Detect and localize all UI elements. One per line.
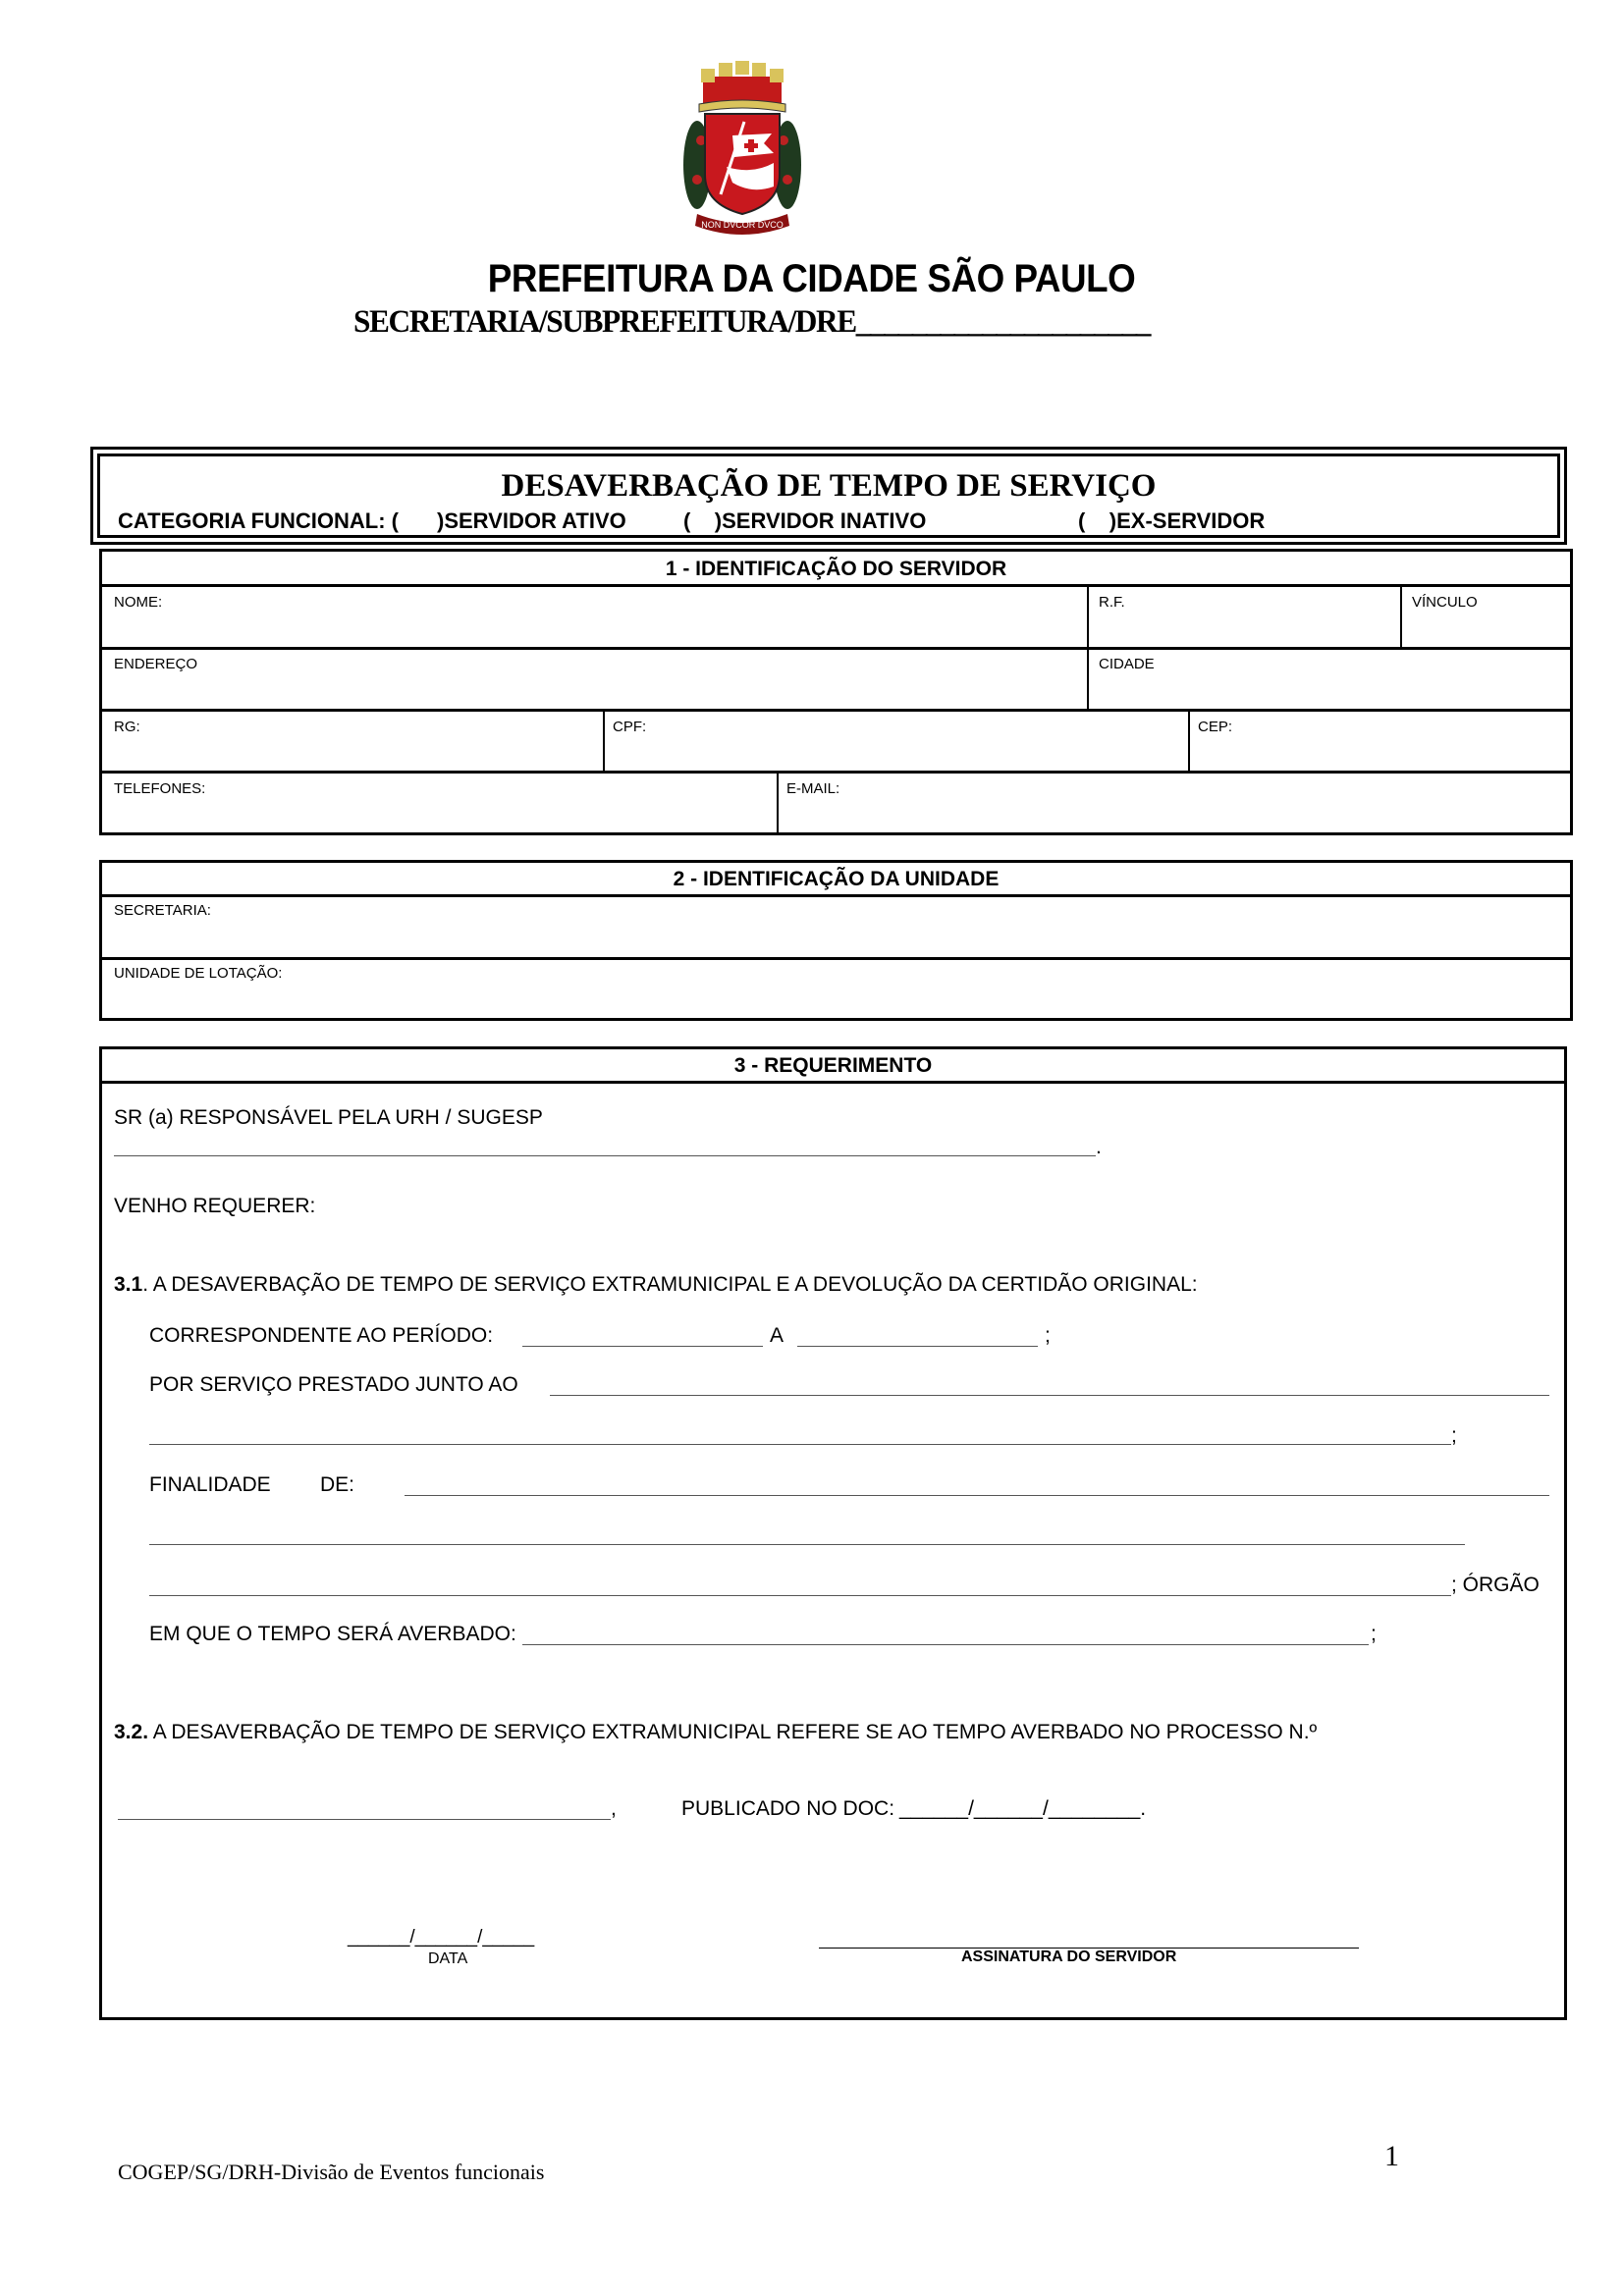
orgao-label: ; ÓRGÃO <box>1451 1574 1540 1596</box>
junto-blank[interactable] <box>550 1395 1549 1396</box>
item-3-1 <box>114 1273 1198 1297</box>
venho-requerer-label: VENHO REQUERER: <box>114 1195 316 1217</box>
page-number: 1 <box>1384 2140 1399 2172</box>
item-3-1-number: 3.1 <box>114 1273 143 1296</box>
processo-blank[interactable] <box>118 1819 611 1820</box>
form-title-box <box>90 447 1567 545</box>
section-requerimento <box>99 1046 1567 2020</box>
field-unidade-lotacao[interactable]: UNIDADE DE LOTAÇÃO: <box>114 965 283 982</box>
field-email[interactable]: E-MAIL: <box>786 780 840 797</box>
periodo-label: CORRESPONDENTE AO PERÍODO: <box>149 1324 494 1347</box>
finalidade-blank-2[interactable] <box>149 1544 1465 1545</box>
category-label: CATEGORIA FUNCIONAL: ( <box>118 508 399 533</box>
category-option-ativo[interactable]: )SERVIDOR ATIVO <box>437 508 626 533</box>
periodo-a-label: A <box>770 1324 784 1347</box>
field-telefones[interactable]: TELEFONES: <box>114 780 206 797</box>
field-cidade[interactable]: CIDADE <box>1099 656 1155 672</box>
category-option-ex-servidor[interactable]: ( )EX-SERVIDOR <box>1078 508 1266 533</box>
processo-comma: , <box>611 1797 617 1820</box>
periodo-end-blank[interactable] <box>797 1346 1038 1347</box>
addressee-period: . <box>1096 1136 1102 1158</box>
crest-motto: NON DVCOR DVCO <box>701 220 784 230</box>
publicado-label: PUBLICADO NO DOC: <box>681 1797 895 1820</box>
date-blank[interactable]: ______/______/_____ <box>348 1927 535 1948</box>
averbado-blank[interactable] <box>522 1644 1369 1645</box>
item-3-1-text: . A DESAVERBAÇÃO DE TEMPO DE SERVIÇO EXTRAMUNICIPAL E A DEVOLUÇÃO DA CERTIDÃO ORIGINAL: <box>142 1273 1198 1296</box>
section-identificacao-unidade <box>99 860 1573 1021</box>
item-3-2-number: 3.2. <box>114 1721 149 1743</box>
averbado-semicolon: ; <box>1371 1623 1377 1645</box>
publicado-date-blank[interactable]: ______/______/________. <box>899 1797 1147 1820</box>
field-rg[interactable]: RG: <box>114 719 140 735</box>
field-cpf[interactable]: CPF: <box>613 719 647 735</box>
coat-of-arms-logo <box>683 57 801 239</box>
date-label: DATA <box>428 1950 468 1967</box>
field-secretaria[interactable]: SECRETARIA: <box>114 902 211 919</box>
form-title-box-inner <box>97 454 1560 538</box>
periodo-semicolon: ; <box>1045 1324 1051 1347</box>
organization-title: PREFEITURA DA CIDADE SÃO PAULO <box>487 257 1136 300</box>
field-nome[interactable]: NOME: <box>114 594 163 611</box>
category-option-inativo[interactable]: ( )SERVIDOR INATIVO <box>683 508 927 533</box>
addressee-label: SR (a) RESPONSÁVEL PELA URH / SUGESP <box>114 1106 543 1129</box>
junto-semicolon: ; <box>1451 1424 1457 1447</box>
item-3-2-text: A DESAVERBAÇÃO DE TEMPO DE SERVIÇO EXTRAMUNICIPAL REFERE SE AO TEMPO AVERBADO NO PROCESSO N.º <box>148 1721 1318 1743</box>
section2-heading: 2 - IDENTIFICAÇÃO DA UNIDADE <box>673 868 1000 890</box>
field-rf[interactable]: R.F. <box>1099 594 1125 611</box>
field-endereco[interactable]: ENDEREÇO <box>114 656 198 672</box>
footer-division: COGEP/SG/DRH-Divisão de Eventos funcionais <box>118 2160 545 2184</box>
finalidade-blank-3[interactable] <box>149 1595 1451 1596</box>
finalidade-label: FINALIDADE <box>149 1473 271 1496</box>
section-identificacao-servidor <box>99 549 1573 835</box>
form-title: DESAVERBAÇÃO DE TEMPO DE SERVIÇO <box>501 468 1157 504</box>
crown-icon <box>699 61 785 112</box>
addressee-blank[interactable] <box>114 1155 1096 1156</box>
item-3-2 <box>114 1721 1317 1744</box>
junto-label: POR SERVIÇO PRESTADO JUNTO AO <box>149 1373 518 1396</box>
field-vinculo[interactable]: VÍNCULO <box>1412 594 1478 611</box>
junto-blank-2[interactable] <box>149 1444 1451 1445</box>
periodo-start-blank[interactable] <box>522 1346 763 1347</box>
section3-heading: 3 - REQUERIMENTO <box>733 1054 933 1077</box>
organization-subtitle: SECRETARIA/SUBPREFEITURA/DRE_____________________ <box>353 304 1150 340</box>
section1-heading: 1 - IDENTIFICAÇÃO DO SERVIDOR <box>665 558 1007 580</box>
finalidade-de-label: DE: <box>320 1473 355 1496</box>
signature-label: ASSINATURA DO SERVIDOR <box>961 1949 1177 1965</box>
averbado-label: EM QUE O TEMPO SERÁ AVERBADO: <box>149 1623 516 1645</box>
finalidade-blank[interactable] <box>405 1495 1549 1496</box>
field-cep[interactable]: CEP: <box>1198 719 1233 735</box>
